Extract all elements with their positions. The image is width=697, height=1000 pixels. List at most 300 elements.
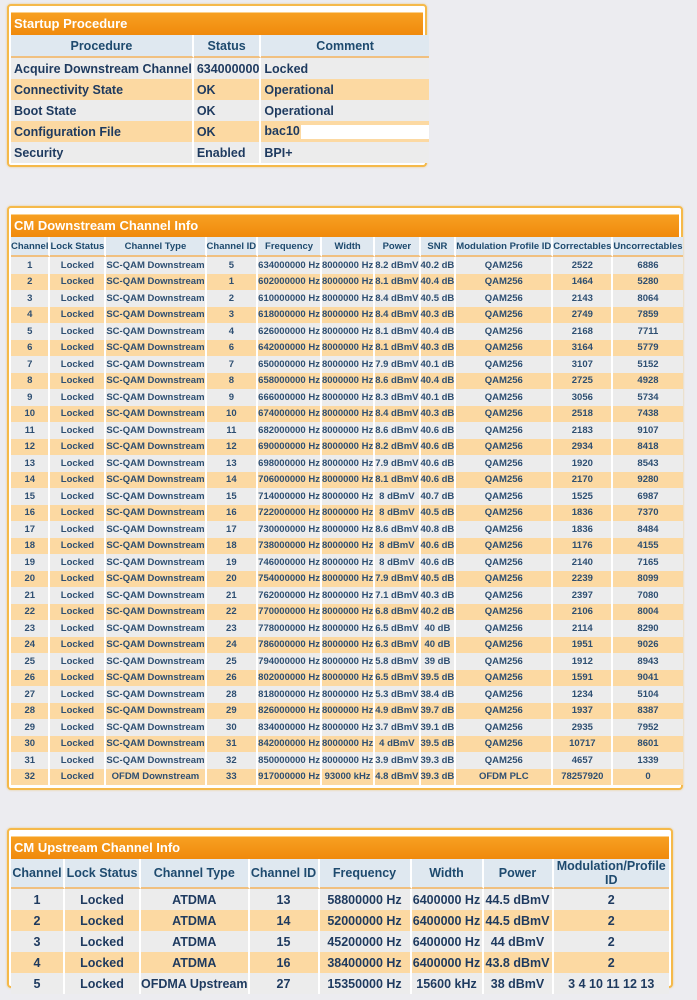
cell-power: 5.8 dBmV — [375, 653, 420, 670]
startup-procedure-title: Startup Procedure — [11, 12, 423, 35]
cell-lock-status: Locked — [50, 521, 106, 538]
cell-modulation-profile-id: 2 — [554, 889, 670, 910]
cell-channel-id: 4 — [207, 323, 259, 340]
cell-channel-type: ATDMA — [141, 931, 250, 952]
cell-status — [194, 58, 262, 79]
table-row — [11, 406, 683, 423]
cell-uncorrectables: 8099 — [613, 571, 682, 588]
cell-text: Operational — [264, 82, 334, 97]
cell-snr: 40.3 dB — [421, 340, 457, 357]
cell-lock-status: Locked — [50, 422, 106, 439]
cell-width: 15600 kHz — [412, 973, 484, 994]
cell-snr: 40.6 dB — [421, 422, 457, 439]
cell-power: 8.2 dBmV — [375, 439, 420, 456]
cell-modulation-profile-id: QAM256 — [456, 719, 553, 736]
cell-snr: 40.1 dB — [421, 356, 457, 373]
cell-snr: 39.7 dB — [421, 703, 457, 720]
cell-modulation-profile-id: QAM256 — [456, 538, 553, 555]
cell-channel-type: SC-QAM Downstream — [106, 472, 206, 489]
cell-channel-id: 31 — [207, 736, 259, 753]
cell-snr: 40.5 dB — [421, 571, 457, 588]
cell-frequency: 778000000 Hz — [258, 620, 322, 637]
cell-status — [194, 142, 262, 163]
cell-channel: 4 — [11, 307, 50, 324]
cell-uncorrectables: 8290 — [613, 620, 682, 637]
cell-channel-type: SC-QAM Downstream — [106, 323, 206, 340]
table-header-row — [11, 237, 683, 257]
cell-lock-status: Locked — [50, 719, 106, 736]
cell-modulation-profile-id: QAM256 — [456, 290, 553, 307]
cell-frequency: 722000000 Hz — [258, 505, 322, 522]
cell-channel: 4 — [11, 952, 65, 973]
cell-correctables: 1464 — [553, 274, 613, 291]
cell-uncorrectables: 6987 — [613, 488, 682, 505]
cell-channel: 5 — [11, 973, 65, 994]
cell-frequency: 730000000 Hz — [258, 521, 322, 538]
cell-channel-id: 14 — [207, 472, 259, 489]
cell-frequency: 682000000 Hz — [258, 422, 322, 439]
cell-text: Acquire Downstream Channel — [14, 61, 192, 76]
cell-frequency: 826000000 Hz — [258, 703, 322, 720]
cell-modulation-profile-id: QAM256 — [456, 587, 553, 604]
cell-channel-id: 28 — [207, 686, 259, 703]
cell-channel-type: SC-QAM Downstream — [106, 736, 206, 753]
cell-channel: 26 — [11, 670, 50, 687]
cell-power: 6.5 dBmV — [375, 620, 420, 637]
cell-modulation-profile-id: QAM256 — [456, 505, 553, 522]
cell-channel-id: 24 — [207, 637, 259, 654]
cell-snr: 40.7 dB — [421, 488, 457, 505]
cell-width: 8000000 Hz — [322, 340, 375, 357]
cell-frequency: 52000000 Hz — [320, 910, 412, 931]
cell-lock-status: Locked — [50, 752, 106, 769]
cell-lock-status: Locked — [50, 472, 106, 489]
cell-status — [194, 79, 262, 100]
cell-text: BPI+ — [264, 145, 293, 160]
cell-frequency: 770000000 Hz — [258, 604, 322, 621]
cell-correctables: 2170 — [553, 472, 613, 489]
cell-channel-id: 27 — [250, 973, 320, 994]
cell-channel-id: 22 — [207, 604, 259, 621]
cell-channel: 21 — [11, 587, 50, 604]
cell-channel: 2 — [11, 274, 50, 291]
cell-lock-status: Locked — [50, 571, 106, 588]
cell-frequency: 666000000 Hz — [258, 389, 322, 406]
cell-uncorrectables: 9280 — [613, 472, 682, 489]
cell-channel-id: 21 — [207, 587, 259, 604]
downstream-channel-table — [11, 237, 683, 785]
cell-text: OK — [196, 124, 216, 139]
cell-uncorrectables: 9041 — [613, 670, 682, 687]
cell-channel-id: 26 — [207, 670, 259, 687]
cell-uncorrectables: 5104 — [613, 686, 682, 703]
cell-modulation-profile-id: QAM256 — [456, 472, 553, 489]
cell-uncorrectables: 6886 — [613, 257, 682, 274]
cell-channel-id: 15 — [250, 931, 320, 952]
cell-channel: 8 — [11, 373, 50, 390]
cell-channel-type: SC-QAM Downstream — [106, 290, 206, 307]
cell-modulation-profile-id: QAM256 — [456, 323, 553, 340]
cell-power: 8.1 dBmV — [375, 323, 420, 340]
cell-lock-status: Locked — [50, 686, 106, 703]
cell-modulation-profile-id: QAM256 — [456, 406, 553, 423]
cell-snr: 40.4 dB — [421, 274, 457, 291]
cell-uncorrectables: 7080 — [613, 587, 682, 604]
cell-width: 8000000 Hz — [322, 538, 375, 555]
cell-uncorrectables: 9026 — [613, 637, 682, 654]
cell-power: 44.5 dBmV — [484, 889, 554, 910]
cell-lock-status: Locked — [50, 554, 106, 571]
cell-lock-status: Locked — [50, 736, 106, 753]
cell-channel: 31 — [11, 752, 50, 769]
cell-correctables: 1937 — [553, 703, 613, 720]
cell-lock-status: Locked — [50, 356, 106, 373]
cell-width: 8000000 Hz — [322, 356, 375, 373]
table-row — [11, 274, 683, 291]
cell-power: 8.6 dBmV — [375, 422, 420, 439]
table-row — [11, 637, 683, 654]
cell-correctables: 10717 — [553, 736, 613, 753]
upstream-channel-table — [11, 859, 669, 994]
cell-uncorrectables: 5734 — [613, 389, 682, 406]
cell-channel-type: SC-QAM Downstream — [106, 439, 206, 456]
cell-width: 8000000 Hz — [322, 752, 375, 769]
cell-lock-status: Locked — [50, 769, 106, 786]
cell-correctables: 2934 — [553, 439, 613, 456]
cell-uncorrectables: 8387 — [613, 703, 682, 720]
cell-modulation-profile-id: QAM256 — [456, 307, 553, 324]
cell-correctables: 2518 — [553, 406, 613, 423]
cell-power: 8.4 dBmV — [375, 406, 420, 423]
cell-channel: 10 — [11, 406, 50, 423]
cell-channel-type: SC-QAM Downstream — [106, 455, 206, 472]
table-row — [11, 736, 683, 753]
cell-width: 6400000 Hz — [412, 931, 484, 952]
cell-status — [194, 100, 262, 121]
cell-status — [194, 121, 262, 142]
cell-channel-type: SC-QAM Downstream — [106, 406, 206, 423]
column-header-channel-id: Channel ID — [207, 237, 259, 257]
table-row — [11, 973, 669, 994]
cell-modulation-profile-id: QAM256 — [456, 455, 553, 472]
cell-channel: 1 — [11, 257, 50, 274]
cell-channel-type: SC-QAM Downstream — [106, 604, 206, 621]
cell-lock-status: Locked — [50, 587, 106, 604]
cell-power: 3.7 dBmV — [375, 719, 420, 736]
cell-modulation-profile-id: 3 4 10 11 12 13 — [554, 973, 670, 994]
cell-uncorrectables: 8004 — [613, 604, 682, 621]
cell-channel: 12 — [11, 439, 50, 456]
cell-width: 8000000 Hz — [322, 736, 375, 753]
cell-text: bac10 — [264, 124, 300, 139]
cell-channel-type: ATDMA — [141, 889, 250, 910]
cell-lock-status: Locked — [65, 952, 141, 973]
cell-text: Connectivity State — [14, 82, 124, 97]
cell-channel-id: 8 — [207, 373, 259, 390]
cell-width: 8000000 Hz — [322, 472, 375, 489]
cell-modulation-profile-id: QAM256 — [456, 356, 553, 373]
cell-uncorrectables: 7859 — [613, 307, 682, 324]
cell-snr: 38.4 dB — [421, 686, 457, 703]
column-header-channel: Channel — [11, 237, 50, 257]
cell-procedure — [11, 100, 194, 121]
cell-frequency: 794000000 Hz — [258, 653, 322, 670]
cell-snr: 40.5 dB — [421, 505, 457, 522]
cell-comment — [261, 121, 428, 142]
cell-text: Enabled — [196, 145, 246, 160]
column-header-lock-status: Lock Status — [65, 859, 141, 889]
cell-channel: 17 — [11, 521, 50, 538]
table-row — [11, 257, 683, 274]
cell-channel: 30 — [11, 736, 50, 753]
cell-uncorrectables: 8543 — [613, 455, 682, 472]
cell-power: 8.1 dBmV — [375, 274, 420, 291]
cell-width: 8000000 Hz — [322, 554, 375, 571]
cell-snr: 40.3 dB — [421, 406, 457, 423]
cell-modulation-profile-id: QAM256 — [456, 439, 553, 456]
cell-snr: 39.5 dB — [421, 670, 457, 687]
cell-power: 4 dBmV — [375, 736, 420, 753]
table-row — [11, 455, 683, 472]
cell-width: 6400000 Hz — [412, 910, 484, 931]
table-row — [11, 653, 683, 670]
cell-snr: 40.8 dB — [421, 521, 457, 538]
cell-channel-id: 32 — [207, 752, 259, 769]
cell-frequency: 698000000 Hz — [258, 455, 322, 472]
cell-channel-type: OFDMA Upstream — [141, 973, 250, 994]
cell-correctables: 2522 — [553, 257, 613, 274]
cell-frequency: 714000000 Hz — [258, 488, 322, 505]
cell-channel-id: 1 — [207, 274, 259, 291]
table-row — [11, 100, 429, 121]
cell-power: 8 dBmV — [375, 554, 420, 571]
cell-modulation-profile-id: QAM256 — [456, 637, 553, 654]
table-row — [11, 356, 683, 373]
cell-width: 8000000 Hz — [322, 373, 375, 390]
cell-snr: 40.3 dB — [421, 587, 457, 604]
cell-width: 8000000 Hz — [322, 455, 375, 472]
cell-correctables: 3056 — [553, 389, 613, 406]
cell-channel-type: SC-QAM Downstream — [106, 505, 206, 522]
cell-width: 8000000 Hz — [322, 323, 375, 340]
cell-procedure — [11, 58, 194, 79]
table-row — [11, 422, 683, 439]
cell-snr: 40.3 dB — [421, 307, 457, 324]
cell-uncorrectables: 8484 — [613, 521, 682, 538]
table-header-row — [11, 35, 429, 58]
cell-width: 8000000 Hz — [322, 422, 375, 439]
cell-modulation-profile-id: 2 — [554, 910, 670, 931]
cell-modulation-profile-id: 2 — [554, 952, 670, 973]
cell-power: 8.6 dBmV — [375, 373, 420, 390]
cell-channel-type: SC-QAM Downstream — [106, 488, 206, 505]
column-header-channel-type: Channel Type — [106, 237, 206, 257]
cell-width: 8000000 Hz — [322, 521, 375, 538]
cell-channel-id: 14 — [250, 910, 320, 931]
cell-lock-status: Locked — [50, 439, 106, 456]
cell-power: 43.8 dBmV — [484, 952, 554, 973]
cell-modulation-profile-id: QAM256 — [456, 604, 553, 621]
cell-channel-type: ATDMA — [141, 952, 250, 973]
cell-channel-type: OFDM Downstream — [106, 769, 206, 786]
table-row — [11, 931, 669, 952]
cell-channel: 14 — [11, 472, 50, 489]
cell-channel-type: SC-QAM Downstream — [106, 587, 206, 604]
cell-uncorrectables: 4155 — [613, 538, 682, 555]
cell-lock-status: Locked — [50, 604, 106, 621]
cell-uncorrectables: 8601 — [613, 736, 682, 753]
cell-lock-status: Locked — [50, 406, 106, 423]
cell-width: 8000000 Hz — [322, 505, 375, 522]
column-header-procedure: Procedure — [11, 35, 194, 58]
cell-frequency: 917000000 Hz — [258, 769, 322, 786]
cell-snr: 40 dB — [421, 637, 457, 654]
cell-frequency: 626000000 Hz — [258, 323, 322, 340]
column-header-uncorrectables: Uncorrectables — [613, 237, 682, 257]
table-row — [11, 505, 683, 522]
table-row — [11, 670, 683, 687]
cell-width: 8000000 Hz — [322, 257, 375, 274]
cell-modulation-profile-id: QAM256 — [456, 752, 553, 769]
cell-width: 8000000 Hz — [322, 703, 375, 720]
startup-procedure-panel — [7, 4, 427, 167]
column-header-channel-type: Channel Type — [141, 859, 250, 889]
cell-frequency: 746000000 Hz — [258, 554, 322, 571]
cell-power: 8.1 dBmV — [375, 472, 420, 489]
cell-modulation-profile-id: QAM256 — [456, 554, 553, 571]
cell-width: 8000000 Hz — [322, 389, 375, 406]
cell-channel-id: 15 — [207, 488, 259, 505]
cell-channel: 6 — [11, 340, 50, 357]
cell-channel: 23 — [11, 620, 50, 637]
cell-modulation-profile-id: QAM256 — [456, 389, 553, 406]
cell-width: 8000000 Hz — [322, 307, 375, 324]
cell-lock-status: Locked — [65, 889, 141, 910]
cell-power: 8.6 dBmV — [375, 521, 420, 538]
cell-width: 8000000 Hz — [322, 571, 375, 588]
cell-snr: 39.3 dB — [421, 752, 457, 769]
cell-channel-type: SC-QAM Downstream — [106, 307, 206, 324]
cell-frequency: 802000000 Hz — [258, 670, 322, 687]
cell-correctables: 4657 — [553, 752, 613, 769]
cell-power: 8.4 dBmV — [375, 290, 420, 307]
column-header-lock-status: Lock Status — [50, 237, 106, 257]
cell-snr: 40.1 dB — [421, 389, 457, 406]
cell-lock-status: Locked — [50, 274, 106, 291]
table-row — [11, 769, 683, 786]
cell-channel-type: SC-QAM Downstream — [106, 686, 206, 703]
cell-channel-id: 16 — [207, 505, 259, 522]
table-row — [11, 587, 683, 604]
cell-channel: 5 — [11, 323, 50, 340]
cell-channel-type: SC-QAM Downstream — [106, 653, 206, 670]
cell-channel: 3 — [11, 290, 50, 307]
cell-lock-status: Locked — [65, 973, 141, 994]
cell-width: 8000000 Hz — [322, 686, 375, 703]
cell-modulation-profile-id: 2 — [554, 931, 670, 952]
cell-channel-id: 10 — [207, 406, 259, 423]
cell-power: 8.3 dBmV — [375, 389, 420, 406]
cell-snr: 40.6 dB — [421, 538, 457, 555]
cell-lock-status: Locked — [50, 653, 106, 670]
cell-channel: 29 — [11, 719, 50, 736]
cell-channel: 28 — [11, 703, 50, 720]
cell-channel-type: SC-QAM Downstream — [106, 538, 206, 555]
table-row — [11, 719, 683, 736]
cell-text: Configuration File — [14, 124, 121, 139]
cell-frequency: 834000000 Hz — [258, 719, 322, 736]
cell-channel-type: ATDMA — [141, 910, 250, 931]
cell-channel-id: 20 — [207, 571, 259, 588]
cell-modulation-profile-id: QAM256 — [456, 521, 553, 538]
table-row — [11, 323, 683, 340]
cell-width: 8000000 Hz — [322, 406, 375, 423]
cell-comment — [261, 142, 428, 163]
cell-channel: 18 — [11, 538, 50, 555]
cell-frequency: 850000000 Hz — [258, 752, 322, 769]
cell-width: 8000000 Hz — [322, 670, 375, 687]
cell-correctables: 2749 — [553, 307, 613, 324]
cell-correctables: 78257920 — [553, 769, 613, 786]
cell-lock-status: Locked — [50, 389, 106, 406]
cell-frequency: 690000000 Hz — [258, 439, 322, 456]
cell-correctables: 2725 — [553, 373, 613, 390]
cell-correctables: 3164 — [553, 340, 613, 357]
cell-channel-type: SC-QAM Downstream — [106, 637, 206, 654]
cell-comment — [261, 100, 428, 121]
cell-snr: 40.6 dB — [421, 455, 457, 472]
cell-snr: 40.6 dB — [421, 554, 457, 571]
table-row — [11, 488, 683, 505]
cell-width: 8000000 Hz — [322, 719, 375, 736]
cell-lock-status: Locked — [50, 290, 106, 307]
cell-frequency: 15350000 Hz — [320, 973, 412, 994]
cell-channel-type: SC-QAM Downstream — [106, 257, 206, 274]
cell-snr: 40.6 dB — [421, 439, 457, 456]
cell-power: 8 dBmV — [375, 538, 420, 555]
cell-correctables: 1951 — [553, 637, 613, 654]
cell-procedure — [11, 142, 194, 163]
table-row — [11, 752, 683, 769]
table-row — [11, 703, 683, 720]
cell-channel-type: SC-QAM Downstream — [106, 703, 206, 720]
cell-width: 8000000 Hz — [322, 290, 375, 307]
cell-frequency: 45200000 Hz — [320, 931, 412, 952]
column-header-power: Power — [484, 859, 554, 889]
table-row — [11, 290, 683, 307]
cell-uncorrectables: 1339 — [613, 752, 682, 769]
cell-channel-id: 13 — [250, 889, 320, 910]
column-header-channel-id: Channel ID — [250, 859, 320, 889]
cell-frequency: 58800000 Hz — [320, 889, 412, 910]
cell-width: 6400000 Hz — [412, 889, 484, 910]
cell-uncorrectables: 0 — [613, 769, 682, 786]
cell-lock-status: Locked — [50, 488, 106, 505]
cell-channel-id: 9 — [207, 389, 259, 406]
cell-frequency: 38400000 Hz — [320, 952, 412, 973]
cell-power: 7.9 dBmV — [375, 571, 420, 588]
cell-snr: 39.1 dB — [421, 719, 457, 736]
cell-power: 8 dBmV — [375, 488, 420, 505]
cell-snr: 40.2 dB — [421, 257, 457, 274]
downstream-channel-title: CM Downstream Channel Info — [11, 214, 679, 237]
cell-correctables: 1591 — [553, 670, 613, 687]
cell-procedure — [11, 121, 194, 142]
column-header-channel: Channel — [11, 859, 65, 889]
cell-modulation-profile-id: QAM256 — [456, 373, 553, 390]
cell-lock-status: Locked — [50, 373, 106, 390]
cell-lock-status: Locked — [65, 910, 141, 931]
